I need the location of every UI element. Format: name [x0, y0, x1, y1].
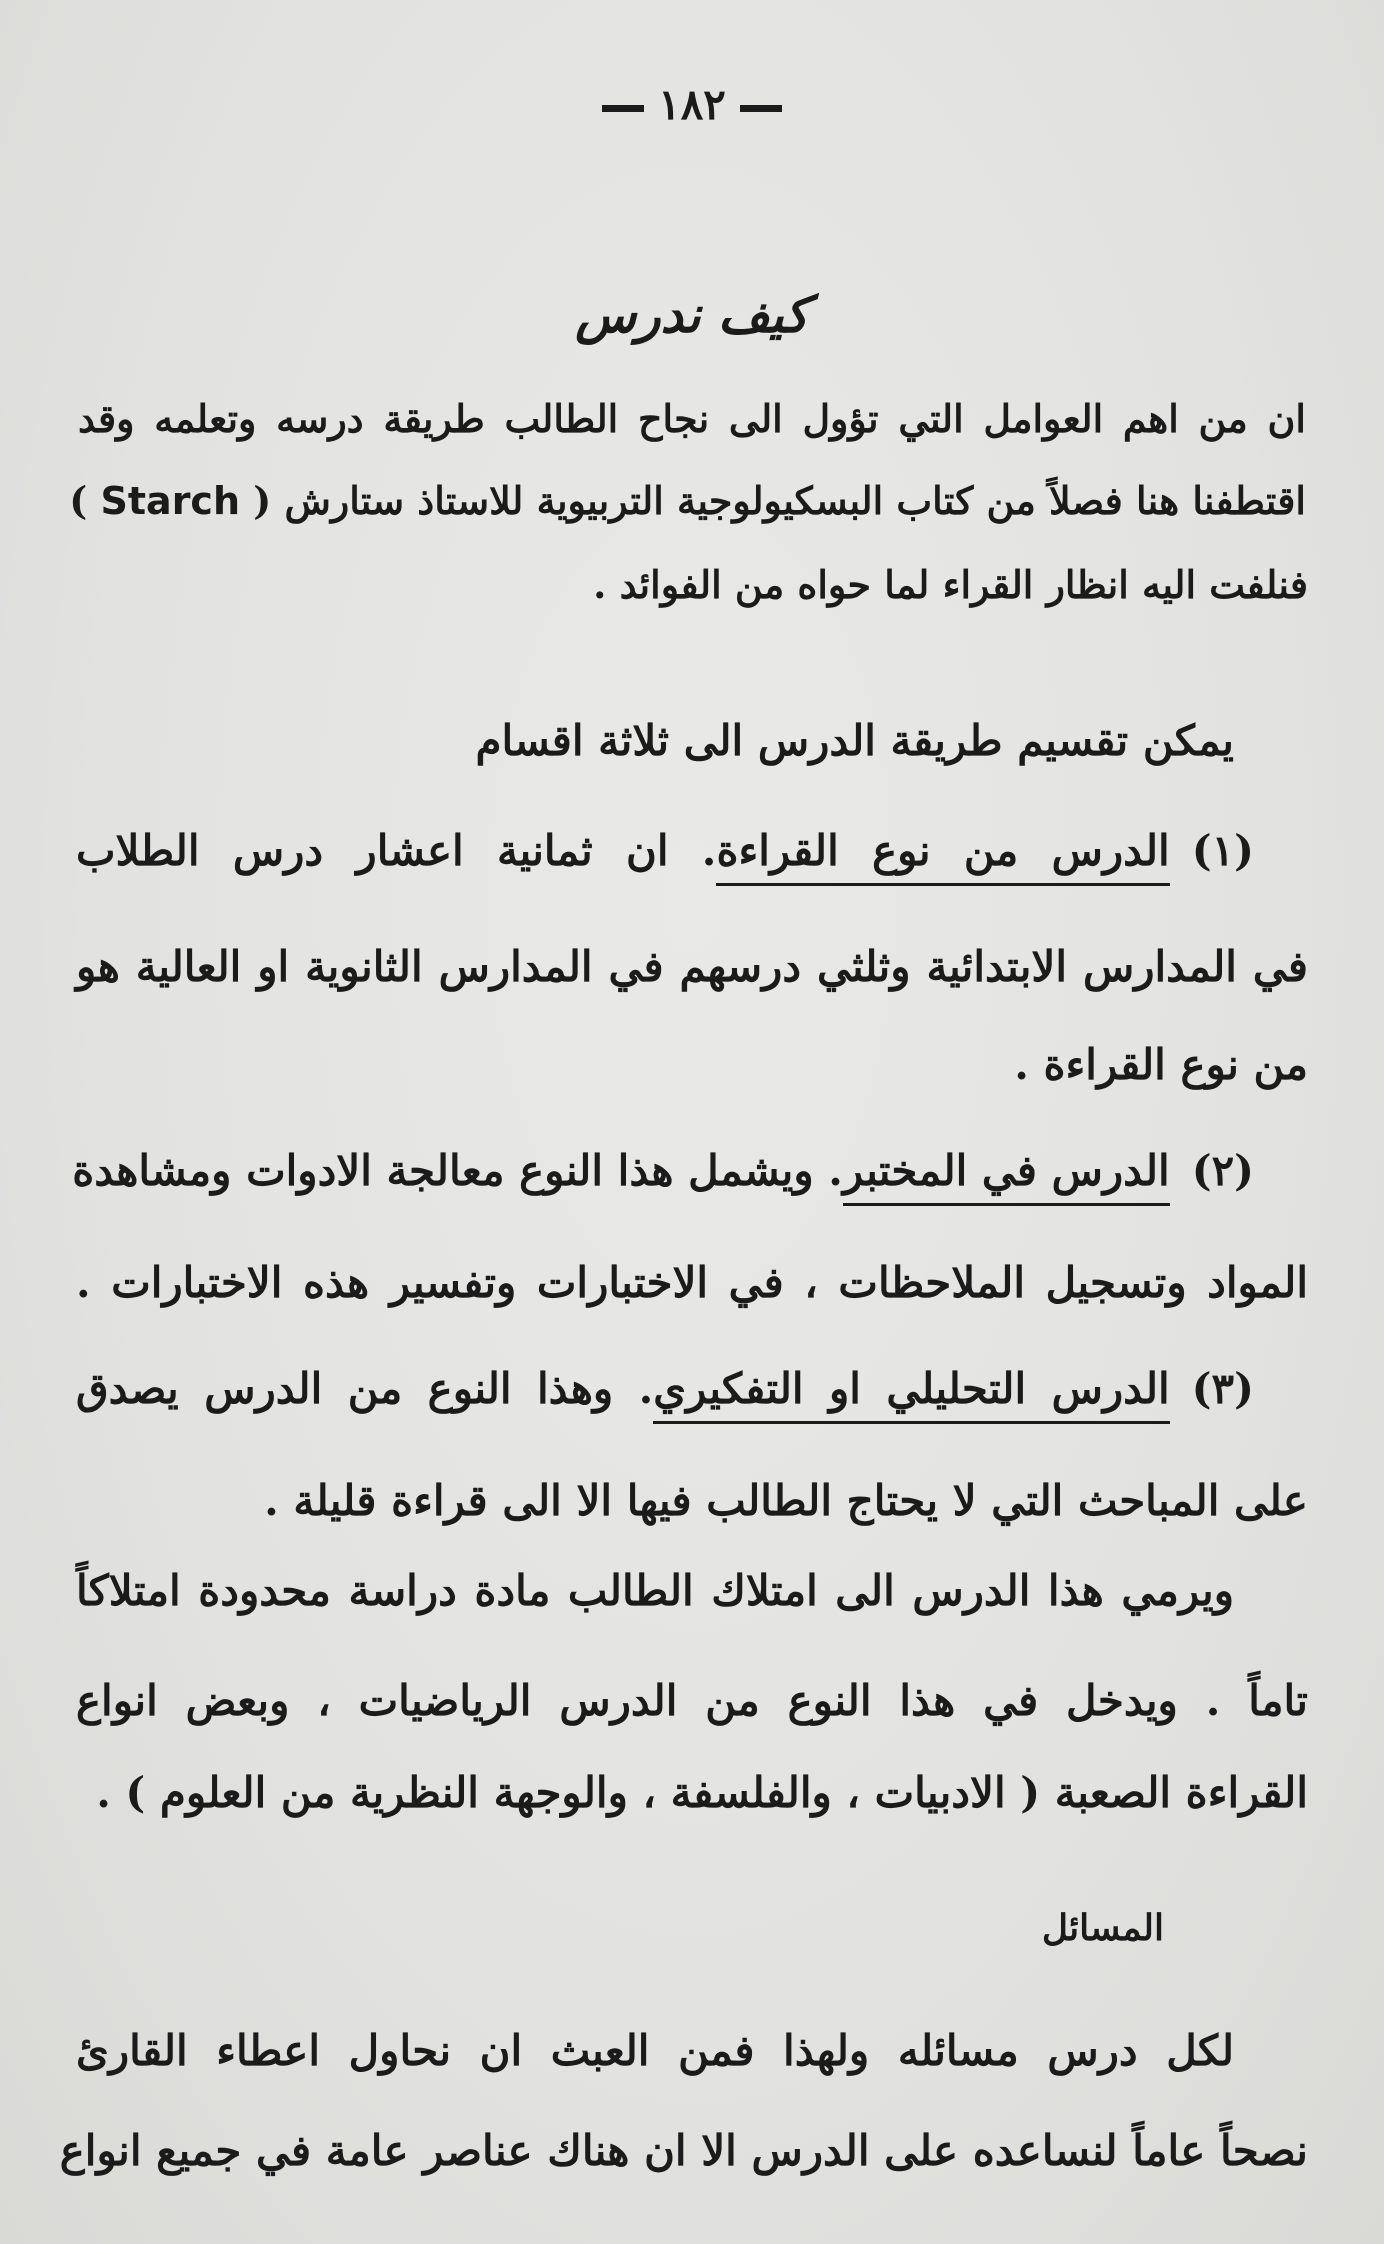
section3-heading: الدرس التحليلي او التفكيري [653, 1364, 1169, 1424]
intro-line-1: ان من اهم العوامل التي تؤول الى نجاح الطالب طريقة درسه وتعلمه وقد [78, 396, 1306, 441]
intro-line-2-close: ) [69, 478, 88, 523]
dash-right [740, 105, 782, 112]
section3-line-4: تاماً . ويدخل في هذا النوع من الدرس الرياضيات ، وبعض انواع [76, 1676, 1308, 1725]
page-number [0, 80, 1384, 129]
problems-line-2: نصحاً عاماً لنساعده على الدرس الا ان هناك عناصر عامة في جميع انواع [59, 2126, 1308, 2175]
section2-rest: . ويشمل هذا النوع معالجة الادوات ومشاهدة [72, 1146, 843, 1195]
section3-line-1 [76, 1364, 1254, 1413]
section1-line-1 [76, 826, 1254, 875]
section3-line-2: على المباحث التي لا يحتاج الطالب فيها الا الى قراءة قليلة . [264, 1476, 1308, 1525]
section1-number: (١) [1191, 826, 1254, 875]
section3-rest: . وهذا النوع من الدرس يصدق [76, 1364, 654, 1413]
section3-number: (٣) [1191, 1364, 1254, 1413]
dash-left [602, 105, 644, 112]
author-latin-name: Starch [100, 479, 241, 523]
intro-line-3: فنلفت اليه انظار القراء لما حواه من الفوائد . [593, 562, 1308, 607]
section2-line-1 [72, 1146, 1254, 1195]
section1-rest: . ان ثمانية اعشار درس الطلاب [76, 826, 717, 875]
intro-line-2 [69, 478, 1306, 523]
section2-heading: الدرس في المختبر [843, 1146, 1170, 1206]
section1-heading: الدرس من نوع القراءة [716, 826, 1169, 886]
section3-line-3: ويرمي هذا الدرس الى امتلاك الطالب مادة دراسة محدودة امتلاكاً [76, 1566, 1234, 1615]
page-title: كيف ندرس [575, 285, 809, 344]
section1-line-2: في المدارس الابتدائية وثلثي درسهم في المدارس الثانوية او العالية هو [76, 942, 1308, 991]
intro-line-2-text: اقتطفنا هنا فصلاً من كتاب البسكيولوجية التربيوية للاستاذ ستارش ( [253, 478, 1306, 523]
page-number-value: ١٨٢ [658, 80, 726, 129]
problems-heading: المسائل [1041, 1907, 1164, 1949]
division-line: يمكن تقسيم طريقة الدرس الى ثلاثة اقسام [475, 716, 1234, 765]
section1-line-3: من نوع القراءة . [1014, 1040, 1308, 1089]
section2-line-2: المواد وتسجيل الملاحظات ، في الاختبارات وتفسير هذه الاختبارات . [76, 1258, 1308, 1307]
section2-number: (٢) [1191, 1146, 1254, 1195]
section3-line-5: القراءة الصعبة ( الادبيات ، والفلسفة ، والوجهة النظرية من العلوم ) . [96, 1768, 1308, 1817]
problems-line-1: لكل درس مسائله ولهذا فمن العبث ان نحاول اعطاء القارئ [76, 2026, 1234, 2075]
